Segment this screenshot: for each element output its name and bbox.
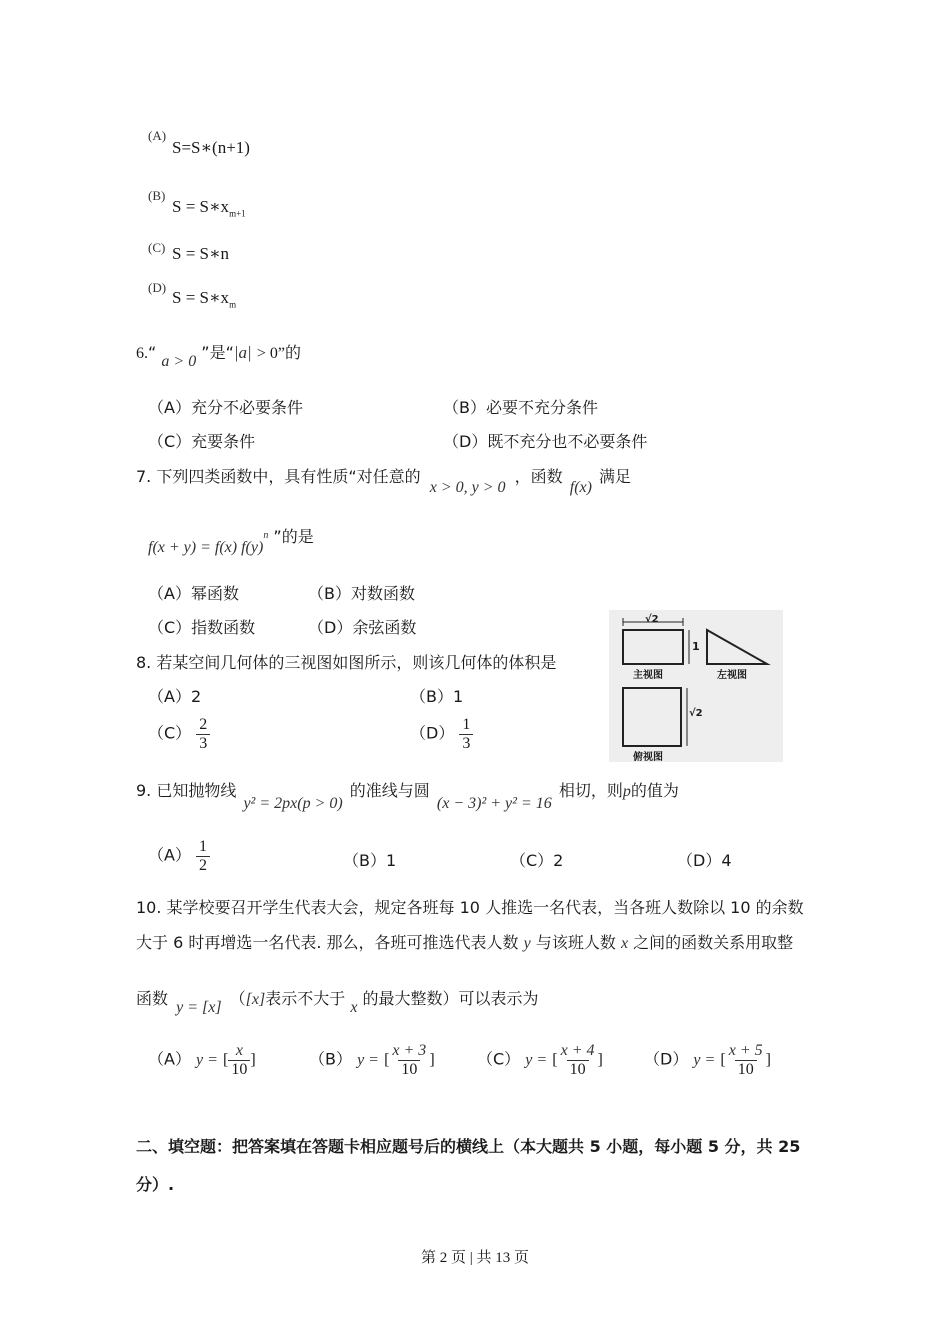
q9-option-a: [148, 838, 210, 874]
q10-line3-b: （: [229, 989, 246, 1008]
section2-heading-line2: 分）.: [136, 1175, 175, 1194]
q6-cond2: |a|: [233, 343, 252, 362]
q10-line2-b: 与该班人数: [535, 933, 616, 952]
q10-line3-func: y = [x]: [176, 999, 222, 1016]
front-view-label: 主视图: [633, 670, 663, 681]
q7-condition: x > 0, y > 0: [429, 479, 506, 496]
q10-option-d-fraction: $\frac{x + 5}{10}$: [728, 1042, 763, 1078]
q6-mid: ”是“: [201, 343, 234, 362]
q6-option-b: （B）必要不充分条件: [443, 398, 598, 417]
q8-option-a: （A）2: [148, 687, 202, 706]
q6-option-a: （A）充分不必要条件: [148, 398, 303, 417]
q9-option-b: （B）1: [343, 851, 397, 870]
q6-cond1: a > 0: [161, 353, 197, 370]
q8-stem: 8. 若某空间几何体的三视图如图所示，则该几何体的体积是: [136, 653, 557, 672]
side-view-label: 左视图: [717, 670, 747, 681]
q7-equation-sup: n: [263, 529, 269, 541]
q5-option-d-expr: $S = S∗x_m$: [172, 288, 237, 310]
front-view-top-dimension: √2: [645, 614, 659, 625]
q6-cond2-tail: > 0”的: [256, 345, 301, 362]
q7-equation: f(x + y) = f(x) f(y): [148, 539, 264, 556]
q10-line3-c: 表示不大于: [265, 989, 346, 1008]
q10-option-a-bracket-close: ]: [250, 1051, 256, 1069]
q10-line2: [136, 930, 793, 953]
q10-line3-d: 的最大整数）可以表示为: [362, 989, 539, 1008]
q9-var: p: [622, 783, 631, 800]
q7-option-a: （A）幂函数: [148, 584, 239, 603]
q8-option-c-label: （C）: [148, 723, 192, 743]
q10-option-a: [148, 1042, 256, 1078]
q10-option-b-bracket-open: [: [384, 1051, 390, 1069]
q7-stem-part3: 满足: [599, 467, 632, 486]
q9-option-d: （D）4: [677, 851, 732, 870]
q8-option-d-fraction: $\frac{1}{3}$: [459, 716, 473, 752]
q10-option-d-bracket-open: [: [720, 1051, 726, 1069]
q9-option-a-fraction: $\frac{1}{2}$: [196, 838, 210, 874]
q10-line3-x: x: [350, 999, 358, 1016]
q10-option-b-label: （B）: [309, 1049, 352, 1069]
q10-option-a-fraction: $\frac{x}{10}$: [228, 1042, 250, 1078]
page-footer: 第 2 页 | 共 13 页: [420, 1250, 529, 1266]
q10-option-b-bracket-close: ]: [429, 1051, 435, 1069]
q7-function: f(x): [569, 479, 592, 496]
q10-option-c-bracket-close: ]: [597, 1051, 603, 1069]
q6-stem: [136, 340, 301, 370]
q10-option-d-label: （D）: [644, 1049, 689, 1069]
q10-line3: [136, 986, 539, 1016]
q7-option-c: （C）指数函数: [148, 618, 256, 637]
front-view-height-dimension: 1: [692, 640, 700, 653]
q9-stem-part2: 的准线与圆: [349, 781, 430, 800]
q5-option-b-label: (B): [148, 188, 166, 203]
q5-option-a-expr: S=S∗(n+1): [172, 138, 250, 157]
q5-option-d-label: (D): [148, 280, 167, 295]
q6-option-c: （C）充要条件: [148, 432, 256, 451]
q10-line3-bracket: [x]: [245, 991, 266, 1008]
q9-circle: (x − 3)² + y² = 16: [436, 795, 552, 812]
q10-option-c-fraction: $\frac{x + 4}{10}$: [560, 1042, 595, 1078]
q5-option-c-label: (C): [148, 240, 166, 255]
q10-option-c-label: （C）: [477, 1049, 521, 1069]
q5-option-b-subscript: m+1: [229, 208, 246, 219]
q8-option-b: （B）1: [410, 687, 464, 706]
q7-equation-line: [148, 524, 314, 556]
q10-option-b: [309, 1042, 435, 1078]
q9-stem-part3: 相切，则: [558, 781, 623, 800]
q7-stem-part4: ”的是: [273, 527, 314, 546]
q10-line2-x: x: [620, 935, 629, 952]
q9-stem-part1: 9. 已知抛物线: [136, 781, 237, 800]
q7-stem-part2: ，函数: [514, 467, 563, 486]
q10-line2-a: 大于 6 时再增选一名代表. 那么，各班可推选代表人数: [136, 933, 519, 952]
q7-stem-part1: 7. 下列四类函数中，具有性质“对任意的: [136, 467, 421, 486]
three-view-drawing: [609, 610, 783, 762]
q10-option-c-lhs: y =: [525, 1051, 548, 1069]
q8-option-c: [148, 716, 210, 752]
q10-line3-a: 函数: [136, 989, 169, 1008]
q10-line1: 10. 某学校要召开学生代表大会，规定各班每 10 人推选一名代表，当各班人数除以 10 的余数: [136, 898, 804, 917]
q10-option-c-bracket-open: [: [552, 1051, 558, 1069]
q10-option-a-label: （A）: [148, 1049, 191, 1069]
q10-line2-c: 之间的函数关系用取整: [633, 933, 794, 952]
q6-number: 6.: [136, 345, 148, 362]
q7-option-b: （B）对数函数: [308, 584, 415, 603]
top-view-label: 俯视图: [633, 752, 663, 763]
q10-option-d-bracket-close: ]: [765, 1051, 771, 1069]
q8-option-d-label: （D）: [410, 723, 455, 743]
q6-open-quote: “: [148, 343, 157, 362]
q8-three-view-figure: [609, 610, 783, 762]
q6-option-d: （D）既不充分也不必要条件: [443, 432, 648, 451]
q9-option-c: （C）2: [510, 851, 564, 870]
q10-line2-y: y: [523, 935, 531, 952]
section2-heading-line1: 二、填空题：把答案填在答题卡相应题号后的横线上（本大题共 5 小题，每小题 5 分，共 25: [136, 1137, 801, 1156]
q5-option-c-expr: S = S∗n: [172, 244, 230, 263]
q9-stem-part4: 的值为: [630, 781, 679, 800]
q10-option-b-lhs: y =: [357, 1051, 379, 1069]
q8-option-d: [410, 716, 473, 752]
q7-stem: [136, 464, 632, 496]
q9-stem: [136, 778, 679, 812]
top-view-dimension: √2: [689, 708, 703, 719]
q9-option-a-label: （A）: [148, 845, 191, 865]
q10-option-c: [477, 1042, 603, 1078]
q9-parabola: y² = 2px(p > 0): [243, 795, 343, 812]
q8-option-c-fraction: $\frac{2}{3}$: [196, 716, 210, 752]
q5-option-d-subscript: m: [229, 299, 237, 310]
q10-option-d-lhs: y =: [693, 1051, 716, 1069]
q10-option-d: [644, 1042, 771, 1078]
q10-option-a-bracket-open: [: [223, 1051, 229, 1069]
q7-option-d: （D）余弦函数: [308, 618, 417, 637]
q10-option-b-fraction: $\frac{x + 3}{10}$: [392, 1042, 427, 1078]
q5-option-a-label: (A): [148, 128, 167, 143]
q5-option-b-expr: $S = S∗x_{m+1}$: [172, 197, 246, 219]
q10-option-a-lhs: y =: [196, 1051, 218, 1069]
